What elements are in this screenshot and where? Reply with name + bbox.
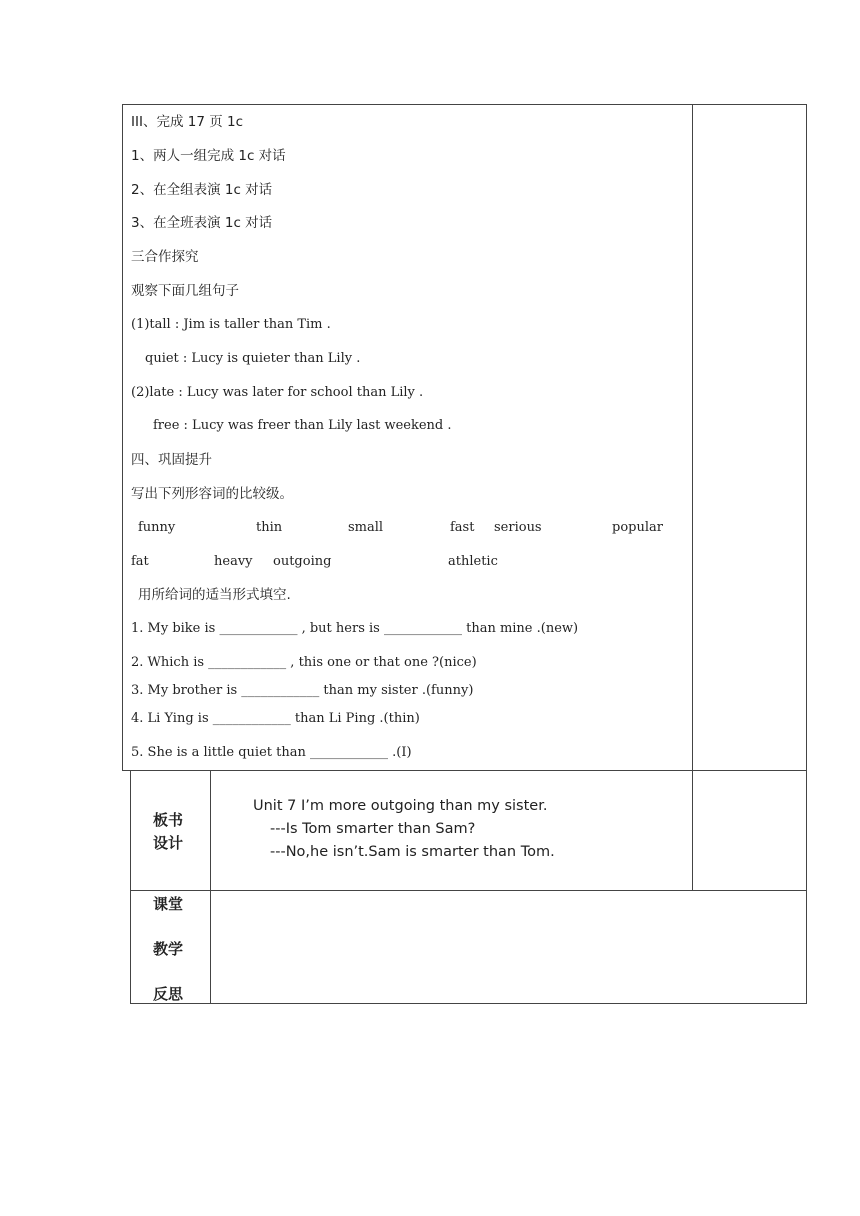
word-item: athletic	[448, 554, 498, 569]
board-label-line1: 板书	[153, 811, 184, 829]
remarks-cell	[692, 104, 807, 771]
exercise-4: 4. Li Ying is ____________ than Li Ping .(thin)	[131, 711, 420, 726]
section3-step-1: 1、两人一组完成 1c 对话	[131, 148, 286, 164]
exercise-3: 3. My brother is ____________ than my sister .(funny)	[131, 683, 474, 698]
example-2: quiet : Lucy is quieter than Lily .	[145, 351, 361, 366]
section3-step-2: 2、在全组表演 1c 对话	[131, 182, 273, 198]
board-line-1: Unit 7 I’m more outgoing than my sister.	[253, 798, 548, 814]
example-4: free : Lucy was freer than Lily last weekend .	[153, 418, 452, 433]
exercise-2: 2. Which is ____________ , this one or that one ?(nice)	[131, 655, 477, 670]
exercise-1: 1. My bike is ____________ , but hers is ____________ than mine .(new)	[131, 621, 579, 636]
example-1: (1)tall : Jim is taller than Tim .	[131, 317, 331, 332]
board-line-3: ---No,he isn’t.Sam is smarter than Tom.	[270, 844, 555, 860]
exercise-5: 5. She is a little quiet than ____________ .(I)	[131, 745, 412, 760]
word-item: funny	[138, 520, 176, 535]
board-remarks-cell	[692, 770, 807, 891]
board-label-cell	[130, 770, 211, 891]
consolidate-instruction: 写出下列形容词的比较级。	[131, 486, 293, 502]
reflection-content-cell	[210, 890, 807, 1004]
word-item: fast	[450, 520, 475, 535]
word-item: serious	[494, 520, 542, 535]
example-3: (2)late : Lucy was later for school than Lily .	[131, 385, 424, 400]
reflection-label-2: 教学	[153, 940, 184, 958]
section3-step-3: 3、在全班表演 1c 对话	[131, 215, 273, 231]
word-item: thin	[256, 520, 283, 535]
board-label-line2: 设计	[153, 834, 184, 852]
word-item: heavy	[214, 554, 253, 569]
word-item: small	[348, 520, 384, 535]
fill-instruction: 用所给词的适当形式填空.	[138, 587, 291, 603]
cooperate-observe: 观察下面几组句子	[131, 283, 239, 299]
word-item: popular	[612, 520, 663, 535]
board-line-2: ---Is Tom smarter than Sam?	[270, 821, 476, 837]
reflection-label-3: 反思	[153, 985, 184, 1003]
section3-heading: III、完成 17 页 1c	[131, 114, 244, 130]
consolidate-heading: 四、巩固提升	[131, 452, 212, 468]
word-item: outgoing	[273, 554, 332, 569]
cooperate-heading: 三合作探究	[131, 249, 199, 265]
reflection-label-1: 课堂	[153, 895, 184, 913]
word-item: fat	[131, 554, 149, 569]
